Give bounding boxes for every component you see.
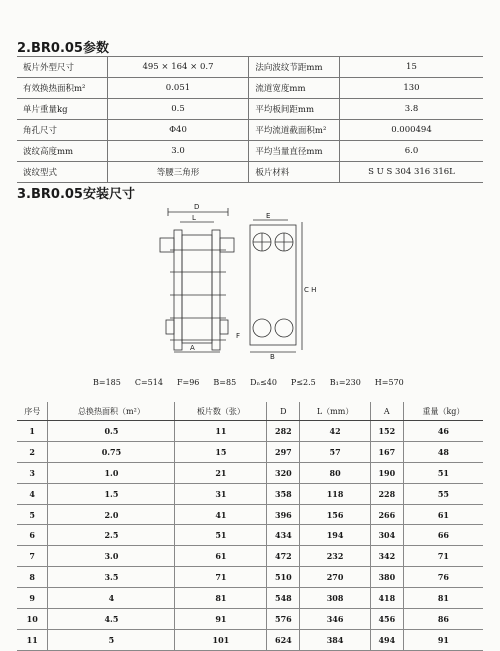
- sizes-header: D: [267, 402, 300, 421]
- table-cell: 342: [370, 546, 403, 567]
- table-cell: 51: [403, 462, 483, 483]
- table-cell: 15: [175, 441, 267, 462]
- table-cell: 576: [267, 609, 300, 630]
- param-value: 0.051: [107, 78, 249, 99]
- table-cell: 3: [17, 462, 48, 483]
- param-label: 单片重量kg: [17, 99, 107, 120]
- table-cell: 76: [403, 567, 483, 588]
- table-cell: 2.0: [48, 504, 175, 525]
- sizes-header: 板片数（张）: [175, 402, 267, 421]
- table-cell: 0.5: [48, 421, 175, 442]
- param-label: 平均板间距mm: [249, 99, 340, 120]
- side-view: [160, 203, 234, 352]
- table-cell: 358: [267, 483, 300, 504]
- param-label: 法向波纹节距mm: [249, 57, 340, 78]
- spec-item: H=570: [374, 378, 404, 387]
- table-cell: 297: [267, 441, 300, 462]
- param-value: 0.5: [107, 99, 249, 120]
- table-cell: 3.5: [48, 567, 175, 588]
- table-cell: 5: [48, 629, 175, 650]
- spec-item: F=96: [176, 378, 200, 387]
- table-row: [17, 421, 483, 442]
- param-value: 130: [339, 78, 483, 99]
- params-row: [17, 141, 483, 162]
- table-cell: 46: [403, 421, 483, 442]
- table-cell: 2.5: [48, 525, 175, 546]
- table-cell: 41: [175, 504, 267, 525]
- table-cell: 308: [300, 588, 370, 609]
- table-cell: 91: [175, 609, 267, 630]
- table-cell: 7: [17, 546, 48, 567]
- table-cell: 346: [300, 609, 370, 630]
- table-cell: 228: [370, 483, 403, 504]
- table-cell: 472: [267, 546, 300, 567]
- table-cell: 494: [370, 629, 403, 650]
- table-cell: 456: [370, 609, 403, 630]
- label-e: E: [266, 212, 271, 220]
- table-cell: 1.0: [48, 462, 175, 483]
- table-cell: 5: [17, 504, 48, 525]
- table-row: [17, 483, 483, 504]
- params-row: [17, 99, 483, 120]
- table-cell: 167: [370, 441, 403, 462]
- param-label: 板片外型尺寸: [17, 57, 107, 78]
- label-l: L: [192, 214, 196, 222]
- spec-item: B₁=230: [329, 378, 361, 387]
- param-value: Φ40: [107, 120, 249, 141]
- param-label: 有效换热面积m²: [17, 78, 107, 99]
- label-b: B: [270, 353, 275, 361]
- table-cell: 152: [370, 421, 403, 442]
- table-cell: 8: [17, 567, 48, 588]
- params-row: [17, 162, 483, 183]
- table-cell: 1.5: [48, 483, 175, 504]
- param-label: 波纹型式: [17, 162, 107, 183]
- install-diagram: [150, 200, 315, 360]
- table-cell: 42: [300, 421, 370, 442]
- table-cell: 270: [300, 567, 370, 588]
- section-title-params: 2.BR0.05参数: [17, 41, 109, 56]
- param-label: 板片材料: [249, 162, 340, 183]
- param-value: 15: [339, 57, 483, 78]
- table-row: [17, 629, 483, 650]
- table-cell: 304: [370, 525, 403, 546]
- table-cell: 11: [17, 629, 48, 650]
- param-label: 平均当量直径mm: [249, 141, 340, 162]
- param-value: 495 × 164 × 0.7: [107, 57, 249, 78]
- table-cell: 10: [17, 609, 48, 630]
- table-cell: 57: [300, 441, 370, 462]
- spec-line: [93, 378, 423, 387]
- table-cell: 232: [300, 546, 370, 567]
- table-cell: 4: [17, 483, 48, 504]
- table-cell: 384: [300, 629, 370, 650]
- table-cell: 31: [175, 483, 267, 504]
- table-cell: 61: [403, 504, 483, 525]
- sizes-header: A: [370, 402, 403, 421]
- sizes-header: 总换热面积（m²）: [48, 402, 175, 421]
- table-cell: 6: [17, 525, 48, 546]
- table-row: [17, 525, 483, 546]
- table-cell: 55: [403, 483, 483, 504]
- table-cell: 48: [403, 441, 483, 462]
- section-title-install: 3.BR0.05安装尺寸: [17, 187, 135, 202]
- table-cell: 4.5: [48, 609, 175, 630]
- table-row: [17, 588, 483, 609]
- table-cell: 4: [48, 588, 175, 609]
- table-cell: 0.75: [48, 441, 175, 462]
- table-row: [17, 567, 483, 588]
- param-value: 0.000494: [339, 120, 483, 141]
- param-value: 等腰三角形: [107, 162, 249, 183]
- table-row: [17, 546, 483, 567]
- spec-item: Dₙ≤40: [250, 378, 277, 387]
- front-view: [236, 212, 316, 361]
- param-label: 波纹高度mm: [17, 141, 107, 162]
- table-cell: 380: [370, 567, 403, 588]
- table-cell: 91: [403, 629, 483, 650]
- table-cell: 101: [175, 629, 267, 650]
- label-ch: C H: [304, 286, 317, 294]
- spec-item: P≤2.5: [290, 378, 316, 387]
- params-table: [17, 56, 483, 183]
- table-cell: 194: [300, 525, 370, 546]
- param-label: 角孔尺寸: [17, 120, 107, 141]
- table-cell: 61: [175, 546, 267, 567]
- table-cell: 624: [267, 629, 300, 650]
- param-value: 3.0: [107, 141, 249, 162]
- table-cell: 71: [175, 567, 267, 588]
- table-cell: 118: [300, 483, 370, 504]
- table-cell: 86: [403, 609, 483, 630]
- table-cell: 156: [300, 504, 370, 525]
- params-row: [17, 78, 483, 99]
- table-cell: 9: [17, 588, 48, 609]
- table-cell: 66: [403, 525, 483, 546]
- label-a: A: [190, 344, 195, 352]
- spec-item: B=85: [213, 378, 237, 387]
- param-value: S U S 304 316 316L: [339, 162, 483, 183]
- table-cell: 2: [17, 441, 48, 462]
- params-row: [17, 57, 483, 78]
- table-cell: 396: [267, 504, 300, 525]
- table-cell: 418: [370, 588, 403, 609]
- spec-item: B=185: [93, 378, 121, 387]
- param-label: 流道宽度mm: [249, 78, 340, 99]
- table-row: [17, 441, 483, 462]
- table-cell: 81: [175, 588, 267, 609]
- table-row: [17, 609, 483, 630]
- sizes-header: 重量（kg）: [403, 402, 483, 421]
- table-cell: 1: [17, 421, 48, 442]
- table-cell: 282: [267, 421, 300, 442]
- table-cell: 80: [300, 462, 370, 483]
- table-cell: 3.0: [48, 546, 175, 567]
- table-row: [17, 462, 483, 483]
- sizes-header: 序号: [17, 402, 48, 421]
- table-cell: 11: [175, 421, 267, 442]
- table-cell: 190: [370, 462, 403, 483]
- label-d: D: [194, 203, 200, 211]
- param-label: 平均流道截面积m²: [249, 120, 340, 141]
- table-cell: 51: [175, 525, 267, 546]
- spec-item: C=514: [134, 378, 163, 387]
- table-cell: 21: [175, 462, 267, 483]
- table-cell: 548: [267, 588, 300, 609]
- table-cell: 510: [267, 567, 300, 588]
- table-cell: 320: [267, 462, 300, 483]
- sizes-header: L（mm）: [300, 402, 370, 421]
- table-cell: 266: [370, 504, 403, 525]
- table-cell: 434: [267, 525, 300, 546]
- table-cell: 71: [403, 546, 483, 567]
- params-row: [17, 120, 483, 141]
- table-cell: 81: [403, 588, 483, 609]
- param-value: 3.8: [339, 99, 483, 120]
- param-value: 6.0: [339, 141, 483, 162]
- sizes-table: [17, 402, 483, 651]
- label-f: F: [236, 332, 241, 340]
- table-row: [17, 504, 483, 525]
